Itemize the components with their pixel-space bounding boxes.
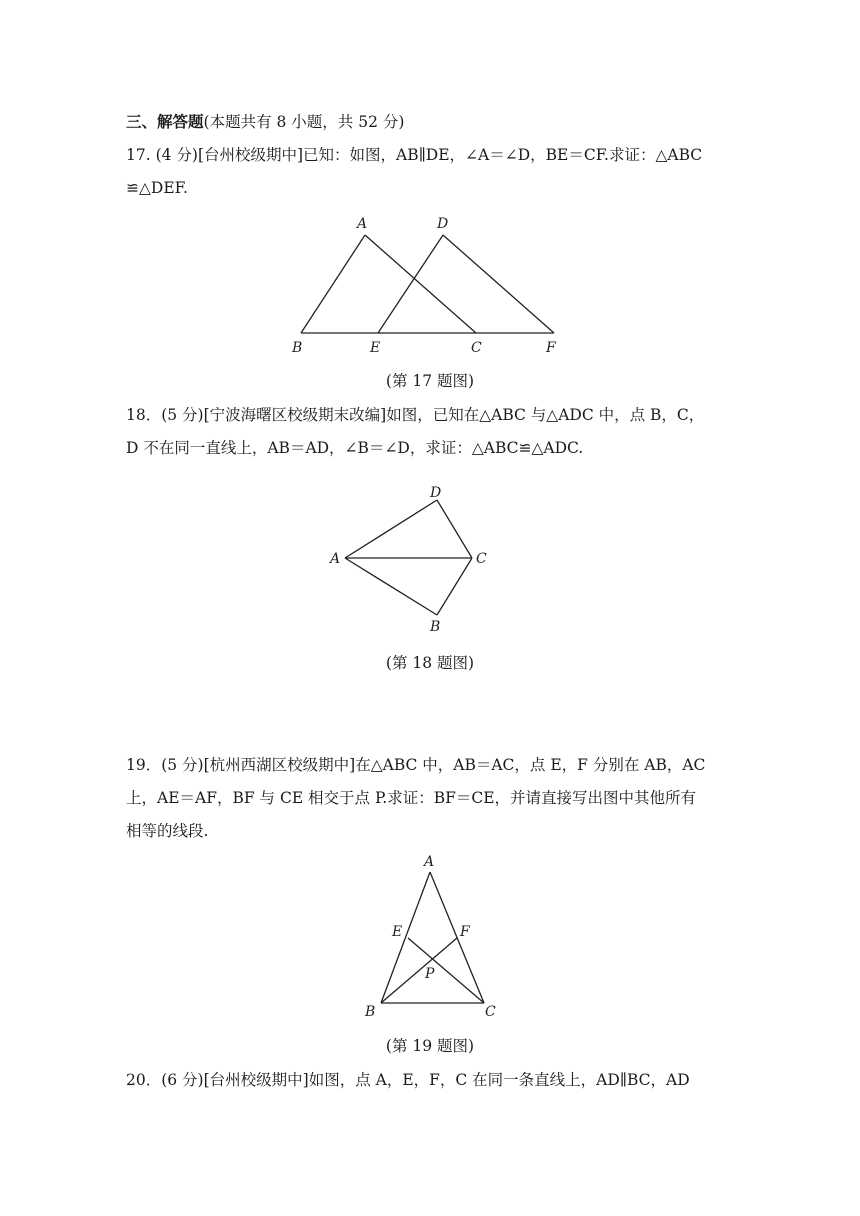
label-17-C: C — [471, 340, 482, 356]
label-19-A: A — [424, 854, 435, 870]
label-19-E: E — [392, 924, 403, 940]
segment-ed — [378, 235, 443, 333]
caption-18: (第 18 题图) — [385, 654, 475, 672]
caption-19: (第 19 题图) — [385, 1037, 475, 1055]
label-19-B: B — [365, 1004, 376, 1020]
problem-17-line-1: 17. (4 分)[台州校级期中]已知：如图，AB∥DE，∠A＝∠D，BE＝CF.求证：△ABC — [126, 146, 703, 164]
segment-ac — [430, 872, 484, 1003]
segment-ad — [345, 500, 437, 558]
segment-ab — [381, 872, 430, 1003]
segment-bc — [437, 558, 472, 615]
label-18-D: D — [430, 485, 442, 501]
section-heading-rest: (本题共有 8 小题，共 52 分) — [203, 113, 405, 131]
caption-17: (第 17 题图) — [385, 372, 475, 390]
section-heading-bold: 三、解答题 — [126, 112, 204, 131]
problem-19-line-3: 相等的线段. — [126, 822, 209, 840]
figure-17 — [280, 210, 580, 360]
label-18-C: C — [476, 551, 487, 567]
segment-ab — [345, 558, 437, 615]
segment-dc — [437, 500, 472, 558]
problem-19-line-1: 19．(5 分)[杭州西湖区校级期中]在△ABC 中，AB＝AC，点 E，F 分别在 AB，AC — [126, 756, 706, 774]
label-19-C: C — [485, 1004, 496, 1020]
figure-19 — [355, 850, 505, 1025]
segment-ab — [301, 235, 365, 333]
section-heading — [126, 112, 738, 132]
label-17-D: D — [437, 216, 449, 232]
figure-18 — [320, 478, 500, 638]
problem-17-line-2: ≌△DEF. — [126, 179, 188, 197]
label-17-E: E — [370, 340, 381, 356]
label-17-A: A — [357, 216, 368, 232]
problem-18-line-1: 18．(5 分)[宁波海曙区校级期末改编]如图，已知在△ABC 与△ADC 中，点 B，C， — [126, 406, 705, 424]
problem-18-line-2: D 不在同一直线上，AB＝AD，∠B＝∠D，求证：△ABC≌△ADC. — [126, 439, 584, 457]
label-18-B: B — [430, 619, 441, 635]
problem-20-line-1: 20．(6 分)[台州校级期中]如图，点 A，E，F，C 在同一条直线上，AD∥BC，AD — [126, 1071, 690, 1089]
label-18-A: A — [330, 551, 341, 567]
label-17-F: F — [546, 340, 556, 356]
label-19-F: F — [460, 924, 470, 940]
problem-19-line-2: 上，AE＝AF，BF 与 CE 相交于点 P.求证：BF＝CE，并请直接写出图中其他所有 — [126, 789, 697, 807]
label-19-P: P — [425, 966, 435, 982]
label-17-B: B — [292, 340, 303, 356]
